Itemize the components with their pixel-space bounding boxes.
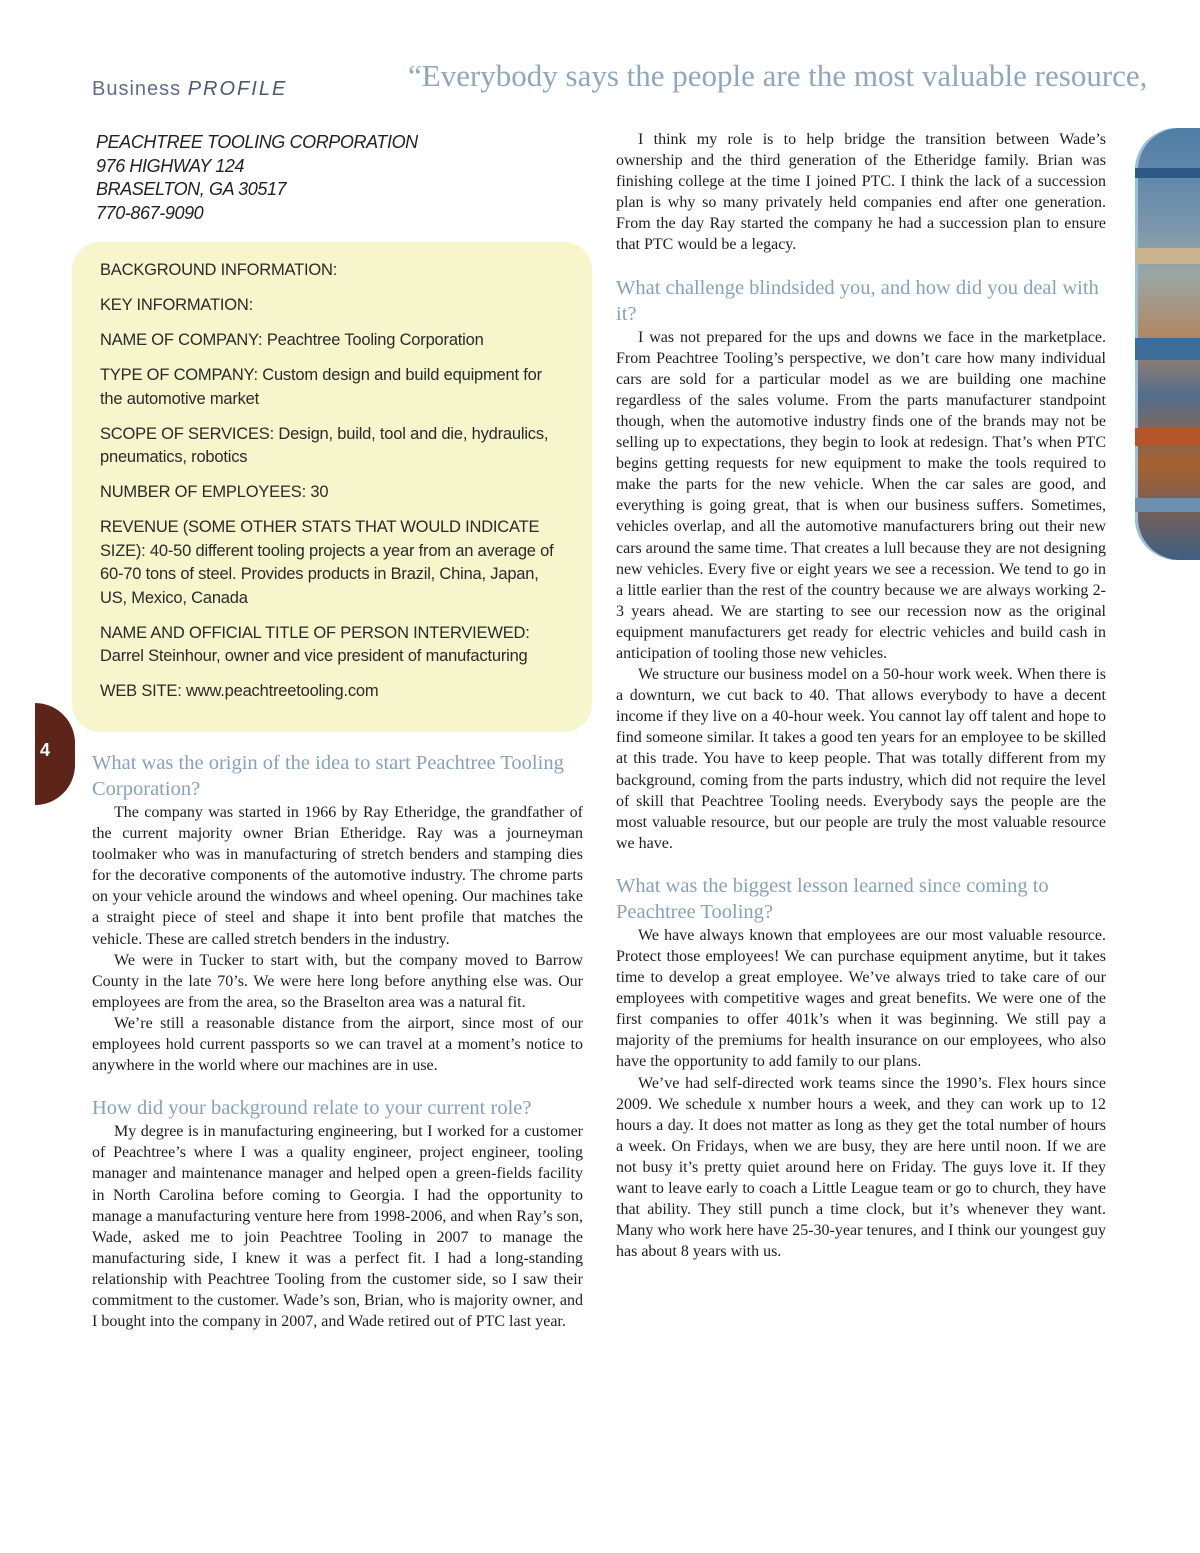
factory-photo [1135,128,1200,560]
question-challenge: What challenge blindsided you, and how did you deal with it? [616,276,1099,325]
pull-quote: “Everybody says the people are the most valuable resource, [408,58,1148,93]
article-paragraph: My degree is in manufacturing engineering, but I worked for a customer of Peachtree’s where I was a quality engineer, project engineer, tooling manager and maintenance manager and helped open a green-fields facility in North Carolina before coming to Georgia. I had the opportunity to manage a manufacturing venture here from 1998-2006, and when Ray’s son, Wade, asked me to join Peachtree Tooling in 2007 to manage the manufacturing side, I knew it was a perfect fit. I had a long-standing relationship with Peachtree Tooling from the customer side, so I saw their commitment to the customer. Wade’s son, Brian, who is majority owner, and I bought into the company in 2007, and Wade retired out of PTC last year. [92,1123,583,1331]
info-interviewee: NAME AND OFFICIAL TITLE OF PERSON INTERVIEWED: Darrel Steinhour, owner and vice president of manufacturing [100,623,530,665]
photo-detail [1135,168,1200,178]
info-key-heading: KEY INFORMATION: [100,296,253,314]
article-paragraph: The company was started in 1966 by Ray Etheridge, the grandfather of the current majority owner Brian Etheridge. Ray was a journeyman toolmaker who was in manufacturing of stretch benders and stamping dies for the decorative components of the automotive industry. The chrome parts on your vehicle around the windows and wheel opening. Our machines take a straight piece of steel and shape it into bent profile that matches the vehicle. These are called stretch benders in the industry. [92,804,583,948]
section-label [92,78,287,101]
company-address-block [96,131,418,225]
article-paragraph: We’re still a reasonable distance from the airport, since most of our employees hold current passports so we can travel at a moment’s notice to anywhere in the world where our machines are in use. [92,1014,583,1075]
article-paragraph: We structure our business model on a 50-hour work week. When there is a downturn, we cut back to 40. That allows everybody to have a decent income if they live on a 40-hour week. You cannot lay off talent and hope to find someone similar. It takes a good ten years for an employee to be skilled at this trade. You have to keep people. That was totally different from my background, coming from the parts industry, which did not require the level of skill that Peachtree Tooling needs. Everybody says the people are the most valuable resource, but our people are truly the most valuable resource we have. [616,666,1106,852]
info-scope-of-services: SCOPE OF SERVICES: Design, build, tool and die, hydraulics, pneumatics, robotics [100,424,549,466]
article-paragraph: We’ve had self-directed work teams since the 1990’s. Flex hours since 2009. We schedule x number hours a week, and they can work up to 12 hours a day. It does not matter as long as they get the total number of hours a week. On Fridays, when we are busy, they are here until noon. If we are not busy it’s pretty quiet around here on Friday. The guys love it. If they want to leave early to coach a Little League team or go to church, they have that ability. They still punch a time clock, but it’s whenever they want. Many who work here have 25-30-year tenures, and I think our youngest guy has about 8 years with us. [616,1074,1106,1261]
article-paragraph: We have always known that employees are our most valuable resource. Protect those employees! We can purchase equipment anytime, but it takes time to develop a great employee. We’ve always tried to take care of our employees with competitive wages and great benefits. We were one of the first companies to offer 401k’s when it was beginning. We still pay a majority of the premiums for health insurance on our employees, who also have the opportunity to add family to our plans. [616,926,1106,1071]
article-paragraph: I think my role is to help bridge the transition between Wade’s ownership and the third generation of the Etheridge family. Brian was finishing college at the time I joined PTC. I think the lack of a succession plan is why so many privately held companies end after one generation. From the day Ray started the company he had a succession plan to ensure that PTC would be a legacy. [616,131,1106,254]
left-article-column [92,750,583,1332]
right-article-column [616,129,1106,1262]
question-lesson: What was the biggest lesson learned since coming to Peachtree Tooling? [616,874,1049,923]
section-emphasis: PROFILE [187,78,288,100]
info-employee-count: NUMBER OF EMPLOYEES: 30 [100,483,329,501]
article-paragraph: We were in Tucker to start with, but the company moved to Barrow County in the late 70’s. We were here long before anything else was. Our employees are from the area, so the Braselton area was a natural fit. [92,951,583,1011]
question-background: How did your background relate to your current role? [92,1097,532,1120]
photo-detail [1135,248,1200,264]
info-company-type: TYPE OF COMPANY: Custom design and build equipment for the automotive market [100,366,542,408]
photo-detail [1135,428,1200,446]
info-website: WEB SITE: www.peachtreetooling.com [100,682,379,700]
info-revenue: REVENUE (SOME OTHER STATS THAT WOULD INDICATE SIZE): 40-50 different tooling projects a year from an average of 60-70 tons of steel. Provides products in Brazil, China, Japan, US, Mexico, Canada [100,518,554,607]
company-name: PEACHTREE TOOLING CORPORATION [96,132,418,152]
photo-detail [1135,338,1200,360]
page-number: 4 [40,740,51,760]
info-company-name: NAME OF COMPANY: Peachtree Tooling Corporation [100,331,484,349]
section-prefix: Business [92,78,182,100]
question-origin: What was the origin of the idea to start Peachtree Tooling Corporation? [92,752,564,800]
background-info-box [72,242,592,732]
info-background-heading: BACKGROUND INFORMATION: [100,261,338,279]
company-phone: 770-867-9090 [96,202,204,223]
photo-detail [1135,498,1200,512]
company-street: 976 HIGHWAY 124 [96,155,245,176]
article-paragraph: I was not prepared for the ups and downs we face in the marketplace. From Peachtree Tooling’s perspective, we don’t care how many individual cars are sold for a particular model as we are building one machine regardless of the sales volume. From the parts manufacturer standpoint though, when the automotive industry finds one of the brands may not be selling up to expectations, they begin to look at redesign. That’s when PTC begins getting requests for new equipment to make the tools required to make the parts for the new vehicle. When the car sales are good, and everything is going great, that is when our business suffers. Sometimes, vehicles overlap, and all the automotive manufacturers bring out their new cars around the same time. That creates a lull because they are not designing new vehicles. Every five or eight years we see a recession. We tend to go in a little earlier than the rest of the country because we are always working 2-3 years ahead. We are starting to see our recession now as the original equipment manufacturers get ready for electric vehicles and build cash in anticipation of tooling those new vehicles. [616,328,1106,662]
company-city: BRASELTON, GA 30517 [96,179,287,199]
